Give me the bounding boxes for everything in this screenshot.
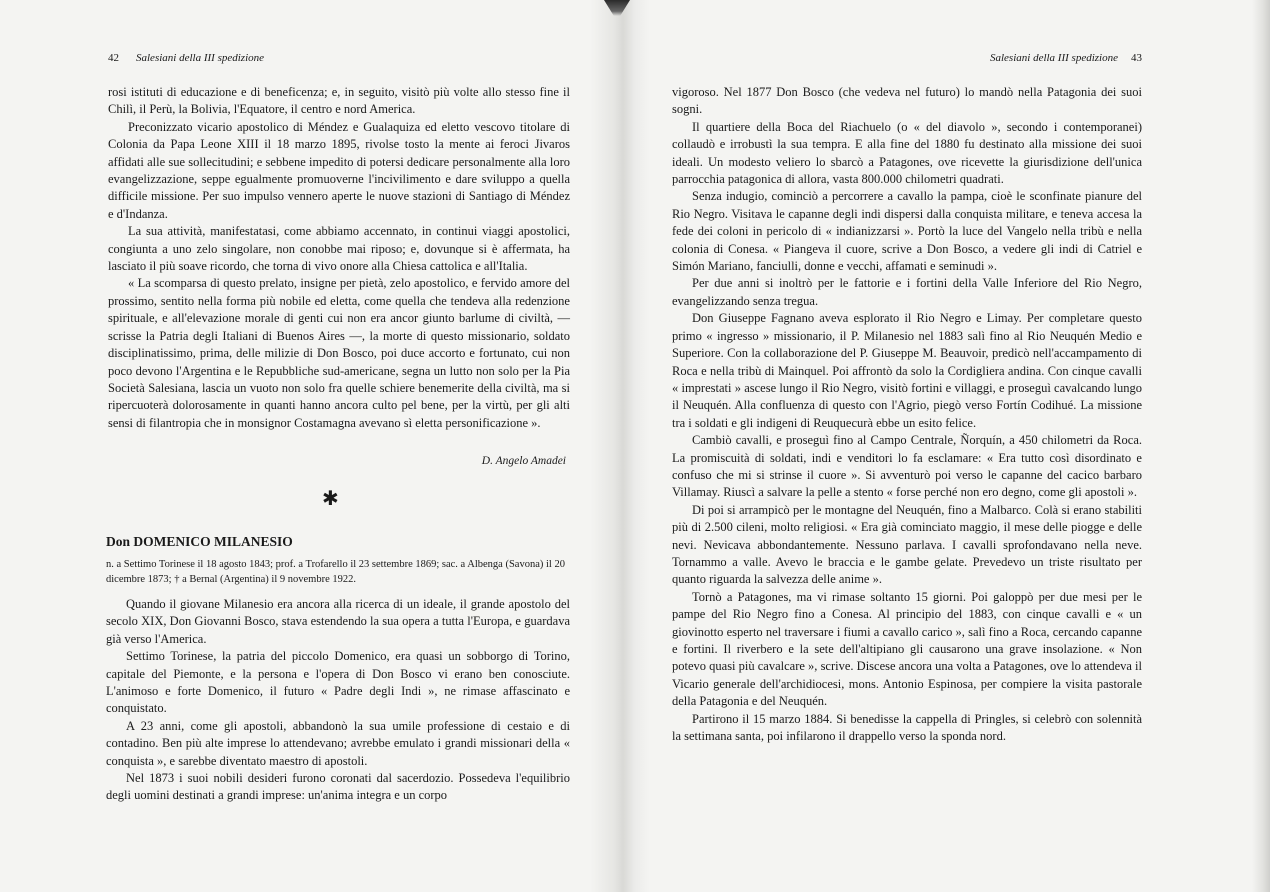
page-number-left: 42 (108, 52, 119, 64)
paragraph: Di poi si arrampicò per le montagne del Neuquén, fino a Malbarco. Colà si erano stabiliti più di 2.500 cileni, molto religiosi. « Era già cominciato maggio, il mese delle piogge e delle nevi. Nevicava abbondantemente. Nessuno parlava. I cavalli sprofondavano nella neve. Tornammo a valle. Avevo le braccia e le gambe gelate. Prevedevo un triste risultato per quanto riguarda la salvezza delle anime ». (672, 502, 1142, 587)
biographical-note: n. a Settimo Torinese il 18 agosto 1843; prof. a Trofarello il 23 settembre 1869; sac. a Albenga (Savona) il 20 dicembre 1873; † a Bernal (Argentina) il 9 novembre 1922. (106, 559, 565, 585)
running-title-left: Salesiani della III spedizione (136, 52, 265, 64)
paragraph: Don Giuseppe Fagnano aveva esplorato il Rio Negro e Limay. Per completare questo primo « ingresso » missionario, il P. Milanesio nel 1883 salì fino al Rio Neuquén Medio e Superiore. Con la collaborazione del P. Giuseppe M. Beauvoir, predicò nell'accampamento di Roca e nella tribù di Mainquel. Poi affrontò da solo la Cordigliera andina. Con cinque cavalli « imprestati » ascese lungo il Rio Negro, visitò fortini e villaggi, e proseguì cavalcando lungo il Neuquén. Alla confluenza di questo con l'Agrio, piegò verso Fortín Codihué. La missione tra i soldati e gli indigeni di Reuquecurà ebbe un esito felice. (672, 311, 1142, 430)
paragraph: vigoroso. Nel 1877 Don Bosco (che vedeva nel futuro) lo mandò nella Patagonia dei suoi sogni. (672, 85, 1142, 117)
page-number-right: 43 (1131, 52, 1142, 64)
paragraph: Quando il giovane Milanesio era ancora alla ricerca di un ideale, il grande apostolo del secolo XIX, Don Giovanni Bosco, stava estendendo la sua opera a tutta l'Europa, e guardava già verso l'America. (106, 597, 570, 646)
paragraph: Per due anni si inoltrò per le fattorie e i fortini della Valle Inferiore del Rio Negro, evangelizzando senza tregua. (672, 276, 1142, 308)
page-edge (1252, 0, 1270, 892)
paragraph: Partirono il 15 marzo 1884. Si benedisse la cappella di Pringles, si celebrò con solennità la settimana santa, poi infilarono il drappello verso la sponda nord. (672, 711, 1142, 744)
text-block-right (672, 84, 1142, 745)
section-heading: Don DOMENICO MILANESIO (106, 534, 293, 549)
book-gutter (590, 0, 650, 892)
paragraph: Nel 1873 i suoi nobili desideri furono coronati dal sacerdozio. Possedeva l'equilibrio degli uomini destinati a grandi imprese: un'anima integra e un corpo (106, 771, 570, 803)
paragraph: Preconizzato vicario apostolico di Méndez e Gualaquiza ed eletto vescovo titolare di Colonia da Papa Leone XIII il 18 marzo 1895, rivolse tosto la mente ai feroci Jivaros affidati alle sue sollecitudini; e sebbene impedito di potersi dedicare personalmente alla loro evangelizzazione, seppe egualmente promuoverne l'incivilimento e dare sviluppo a quella difficile missione. Per suo impulso vennero aperte le nuove stazioni di Santiago di Méndez e d'Indanza. (108, 119, 570, 221)
text-block-top (108, 84, 570, 432)
asterism-divider: ✱ (322, 488, 339, 510)
paragraph: Senza indugio, cominciò a percorrere a cavallo la pampa, cioè le sconfinate pianure del Rio Negro. Visitava le capanne degli indi dispersi dalla conquista militare, e teneva accesa la fede dei coloni in pericolo di « indianizzarsi ». Portò la luce del Vangelo nella tribù e nella colonia di Conesa. « Piangeva il cuore, scrive a Don Bosco, a vedere gli indi di Catriel e Simón Mariano, fanciulli, donne e vecchi, affamati e seminudi ». (672, 189, 1142, 274)
paragraph: La sua attività, manifestatasi, come abbiamo accennato, in continui viaggi apostolici, congiunta a uno zelo singolare, non conobbe mai riposo; e, dovunque si è affermata, ha lasciato il più soave ricordo, che torna di vivo onore alla Chiesa cattolica e all'Italia. (108, 224, 570, 274)
paragraph: Settimo Torinese, la patria del piccolo Domenico, era quasi un sobborgo di Torino, capitale del Piemonte, e la persona e l'opera di Don Bosco vi erano ben conosciute. L'animoso e forte Domenico, il futuro « Padre degli Indi », ne rimase affascinato e conquistato. (106, 649, 570, 716)
article-signature: D. Angelo Amadei (481, 455, 566, 467)
paragraph: Tornò a Patagones, ma vi rimase soltanto 15 giorni. Poi galoppò per due mesi per le pampe del Rio Negro fino a Conesa. Al principio del 1883, con cinque cavalli e « un giovinotto esperto nel traversare i fiumi a cavallo carico », salì fino a Roca, cercando capanne e fortini. Il riverbero e la sete dell'altipiano gli causarono una grave insolazione. « Non potevo quasi più cavalcare », scrive. Discese ancora una volta a Patagones, ove lo attendeva il Vicario generale dell'archidiocesi, mons. Antonio Espinosa, per compiere la visita pastorale della Patagonia e del Neuquén. (672, 589, 1142, 709)
paragraph: rosi istituti di educazione e di beneficenza; e, in seguito, visitò più volte allo stesso fine il Chilì, il Perù, la Bolivia, l'Equatore, il centro e nord America. (108, 85, 570, 117)
running-title-right: Salesiani della III spedizione (989, 52, 1118, 64)
left-page (100, 0, 570, 892)
paragraph: Cambiò cavalli, e proseguì fino al Campo Centrale, Ñorquín, a 450 chilometri da Roca. La promiscuità di soldati, indi e venditori lo fa esclamare: « Era tutto così disordinato e confuso che mi si strinse il cuore ». Si avventurò poi verso le capanne del cacico barbaro Villamay. Riuscì a salvare la pelle a stento « forse perché non ero degno, come gli apostoli ». (672, 433, 1142, 500)
paragraph: A 23 anni, come gli apostoli, abbandonò la sua umile professione di cestaio e di contadino. Ben più alte imprese lo attendevano; avrebbe emulato i grandi missionari della « conquista », e sarebbe diventato maestro di apostoli. (106, 718, 570, 768)
paragraph: « La scomparsa di questo prelato, insigne per pietà, zelo apostolico, e fervido amore del prossimo, sentito nella forma più nobile ed eletta, come quella che tendeva alla redenzione spirituale, e all'elevazione morale di genti cui non era ancor giunto barlume di civiltà, — scrisse la Patria degli Italiani di Buenos Aires —, la morte di questo missionario, soldato disciplinatissimo, prima, delle milizie di Don Bosco, poi duce accorto e fortunato, cui non poco devono l'Argentina e le Repubbliche sud-americane, segna un lutto non solo per la Pia Società Salesiana, lascia un vuoto non solo fra quelle schiere benemerite della civiltà, ma si ripercuoterà dolorosamente in quanti hanno ancora culto pel bene, per la virtù, per gli alti sensi di filantropia che in monsignor Costamagna avevano sì eletta personificazione ». (108, 276, 570, 430)
paragraph: Il quartiere della Boca del Riachuelo (o « del diavolo », secondo i contemporanei) collaudò e irrobustì la sua tempra. E alla fine del 1880 fu destinato alla missione dei suoi ideali. Un modesto veliero lo sbarcò a Patagones, ove ricevette la giurisdizione dell'unica parrocchia patagonica di allora, vasta 800.000 chilometri quadrati. (672, 119, 1142, 187)
text-block-bottom (106, 596, 570, 805)
right-page (672, 0, 1142, 892)
